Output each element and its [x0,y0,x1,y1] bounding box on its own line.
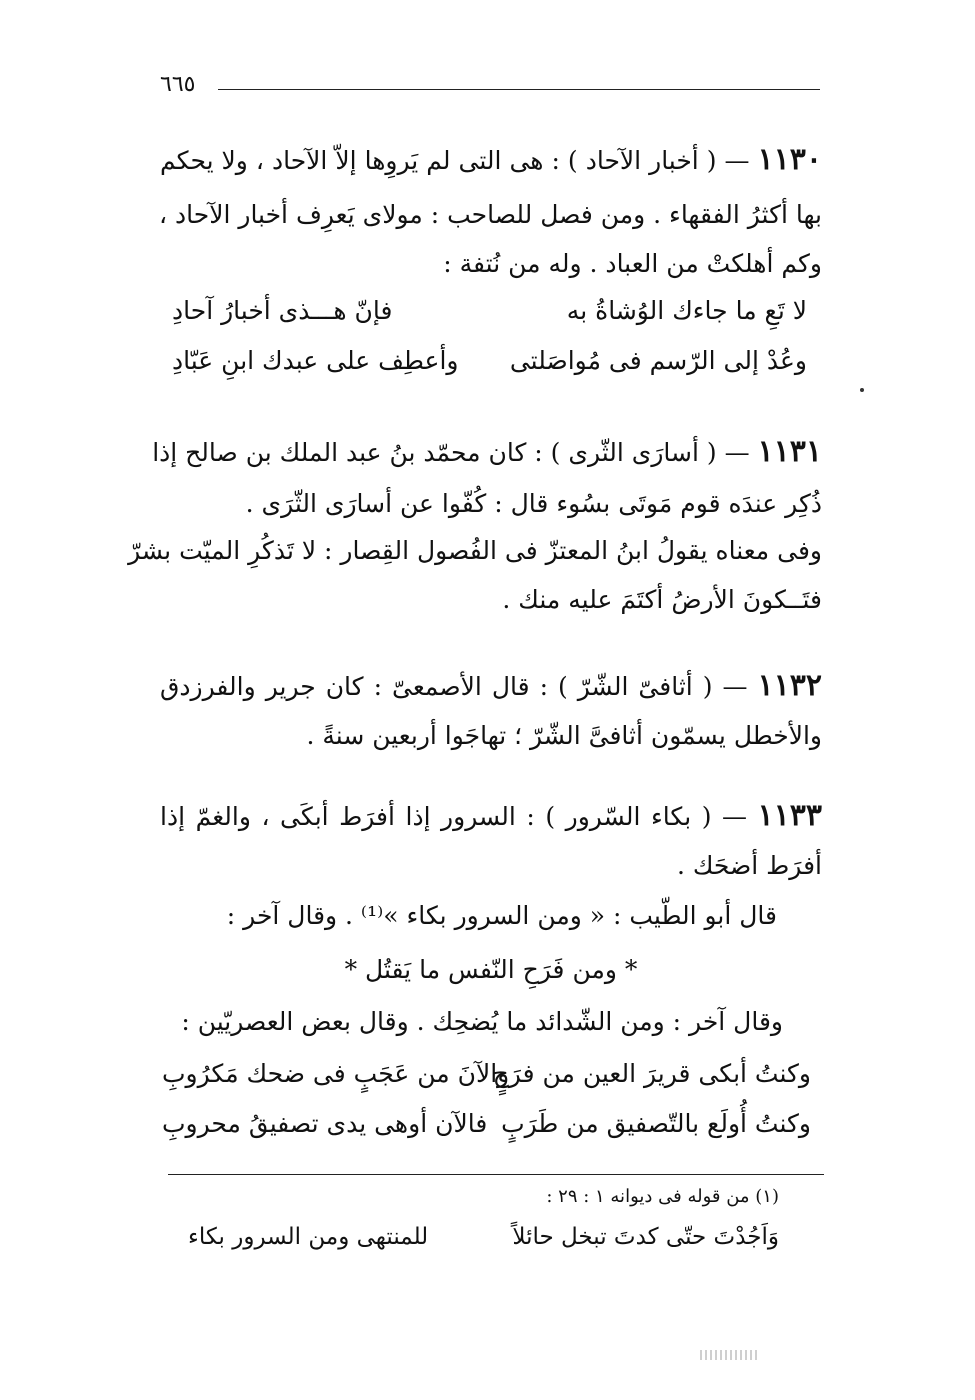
ink-speck [860,388,864,392]
entry-1130-line-1 [160,136,822,185]
hemistich-line: * ومن فَرَحِ النّفس ما يَقتُل * [344,955,638,984]
entry-text: — ( أسارَى الثّرى ) : كان محمّد بنُ عبد الملك بن صالح إذا [152,438,750,467]
quote-line: قال أبو الطّيب : « ومن السرور بكاء »⁽¹⁾ . وقال آخر : [226,901,777,930]
entry-1133-line-2: أفرَط أضحَك . [676,851,822,880]
entry-1130-line-3: وكم أهلكتْ من العباد . وله من نُتفة : [443,249,822,278]
footnote-rule [168,1174,824,1175]
entry-1132-line-1 [160,662,822,711]
library-stamp [700,1350,760,1360]
entry-number: ١١٣٠ [757,142,822,177]
verse-2-right-hemistich: وعُدْ إلى الرّسم فى مُواصَلتى [509,346,807,375]
entry-1133-line-1 [160,792,822,841]
verse-1-left-hemistich: فإنّ هـــذى أخبارُ آحادِ [172,296,393,325]
entry-text: — ( بكاء السّرور ) : السرور إذا أفرَط أبكَى ، والغمّ إذا [160,802,747,831]
verse-4-left-hemistich: فالآن أوهى يدى تصفيقُ محروبِ [162,1109,488,1138]
entry-1131-line-1 [152,428,822,477]
entry-number: ١١٣٣ [757,798,822,833]
footnote-verse-right: وَاَجُدْتَ حتّى كدتَ تبخل حائلاً [512,1224,779,1250]
verse-3-right-hemistich: وكنتُ أبكى قريرَ العين من فرَحٍ [492,1059,811,1088]
entry-number: ١١٣١ [757,434,822,469]
entry-1131-line-2: ذُكِر عندَه قوم مَوتَى بسُوء قال : كُفّوا عن أسارَى الثّرَى . [245,489,822,518]
entry-number: ١١٣٢ [757,668,822,703]
entry-1130-line-2: بها أكثرُ الفقهاء . ومن فصل للصاحب : مولاى يَعرِف أخبار الآحاد ، [159,200,822,229]
verse-3-left-hemistich: والآنَ من عَجَبٍ فى ضحك مَكرُوبِ [162,1059,510,1088]
entry-1131-line-4: فتَــكونَ الأرضُ أكتَمَ عليه منك . [502,585,822,614]
entry-text: — ( أخبار الآحاد ) : هى التى لم يَروِها إلاّ الآحاد ، ولا يحكم [160,146,750,175]
verse-2-left-hemistich: وأعطِف على عبدك ابنِ عَبّادِ [172,346,459,375]
verse-4-right-hemistich: وكنتُ أُولَع بالتّصفيق من طَرَبٍ [501,1109,811,1138]
page-number: ٦٦٥ [160,72,196,97]
entry-1131-line-3: وفى معناه يقولُ ابنُ المعتزّ فى الفُصول القِصار : لا تَذكُرِ الميّت بشرّ [128,536,822,565]
footnote-note: (١) من قوله فى ديوانه ١ : ٢٩ : [546,1186,779,1207]
entry-text: — ( أثافىّ الشّرّ ) : قال الأصمعىّ : كان جرير والفرزدق [160,672,748,701]
verse-1-right-hemistich: لا تَعِ ما جاءك الوُشاةُ به [566,296,807,325]
page-header [160,72,820,102]
entry-1132-line-2: والأخطل يسمّون أثافىَّ الشّرّ ؛ تهاجَوا أربعين سنةً . [306,721,822,750]
footnote-verse-left: للمنتهى ومن السرور بكاء [188,1224,429,1250]
header-rule [218,89,820,90]
after-line: وقال آخر : ومن الشّدائد ما يُضحِك . وقال بعض العصريّين : [181,1007,783,1036]
